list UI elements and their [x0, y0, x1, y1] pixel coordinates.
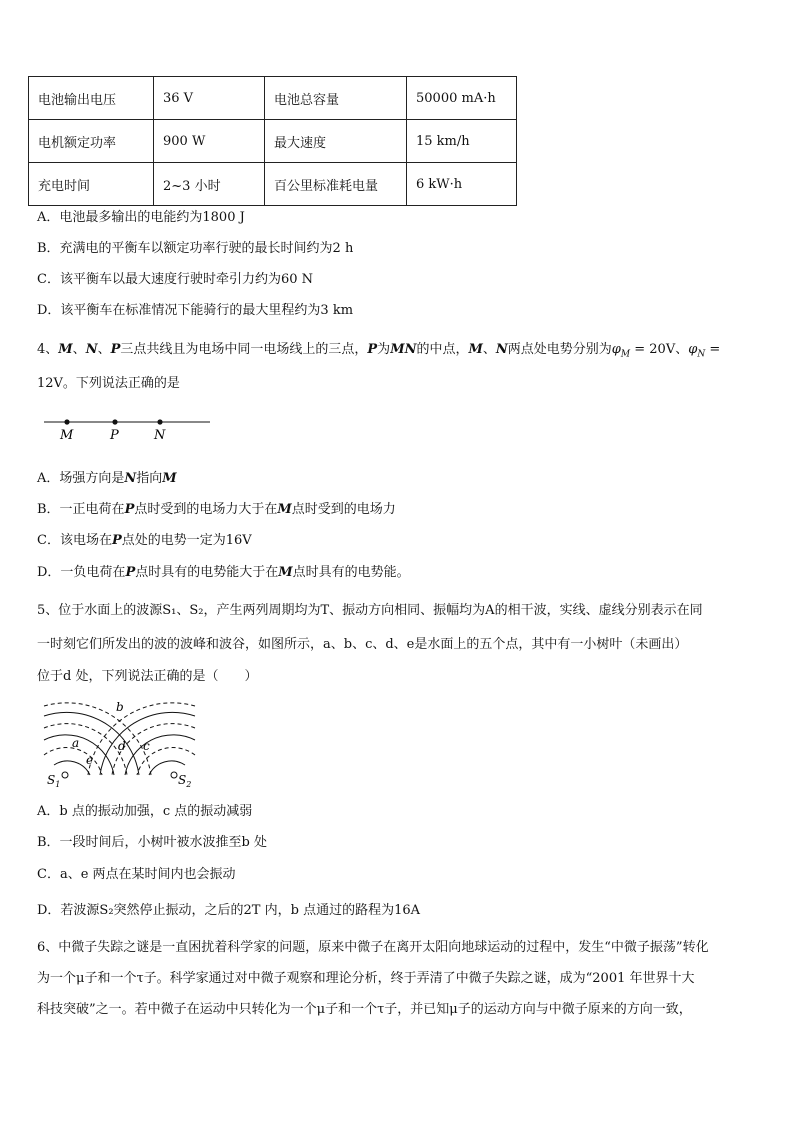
table-cell: 6 kW·h — [407, 163, 517, 206]
source-s2 — [171, 772, 177, 778]
label-e: e — [86, 753, 94, 767]
q5-option-a: A．b 点的振动加强，c 点的振动减弱 — [37, 804, 253, 819]
table-cell: 最大速度 — [265, 120, 407, 163]
label-m: M — [60, 428, 74, 443]
table-row — [29, 120, 517, 163]
table-cell: 电池总容量 — [265, 77, 407, 120]
q4-option-c: C．该电场在P点处的电势一定为16V — [37, 533, 252, 548]
q3-option-a: A．电池最多输出的电能约为1800 J — [37, 210, 245, 225]
q4-option-a: A．场强方向是N指向M — [37, 471, 177, 486]
q5-option-d: D．若波源S₂突然停止振动，之后的2T 内，b 点通过的路程为16A — [37, 903, 420, 918]
q5-stem-line3: 位于d 处，下列说法正确的是（ ） — [37, 669, 258, 684]
point-m-dot — [64, 419, 69, 424]
table-cell: 15 km/h — [407, 120, 517, 163]
s1-crest-inner — [54, 761, 90, 775]
label-d: d — [118, 739, 126, 753]
q4-option-d: D．一负电荷在P点时具有的电势能大于在M点时具有的电势能。 — [37, 565, 410, 580]
s1-trough-mid — [44, 724, 127, 775]
q4-stem-line2: 12V。下列说法正确的是 — [37, 376, 180, 391]
point-p-dot — [112, 419, 117, 424]
q3-option-d: D．该平衡车在标准情况下能骑行的最大里程约为3 km — [37, 303, 354, 318]
q6-stem-line3: 科技突破”之一。若中微子在运动中只转化为一个μ子和一个τ子，并已知μ子的运动方向与中微子原来的方向一致， — [37, 1002, 692, 1017]
s1-trough-outer — [44, 703, 151, 775]
table-cell: 2~3 小时 — [154, 163, 265, 206]
battery-spec-table — [28, 76, 517, 206]
label-c: c — [143, 739, 150, 753]
q5-stem-line1: 5、位于水面上的波源S₁、S₂，产生两列周期均为T、振动方向相同、振幅均为A的相干波，实线、虚线分别表示在同 — [37, 603, 703, 618]
table-cell: 50000 mA·h — [407, 77, 517, 120]
label-a: a — [72, 736, 80, 750]
q5-wave-interference-figure — [42, 700, 197, 792]
table-cell: 900 W — [154, 120, 265, 163]
q3-option-b: B．充满电的平衡车以额定功率行驶的最长时间约为2 h — [37, 241, 354, 256]
table-cell: 电机额定功率 — [29, 120, 154, 163]
label-b: b — [116, 700, 124, 714]
point-n-dot — [157, 419, 162, 424]
q4-stem-line1: 4、M、N、P三点共线且为电场中同一电场线上的三点，P为MN的中点，M、N两点处电势分别为$\varphi_M = 20V$、$\varphi_N$ = — [37, 342, 721, 360]
s2-crest-mid — [125, 735, 195, 775]
label-s2: $S_2$ — [178, 773, 192, 789]
source-s1 — [62, 772, 68, 778]
table-cell: 电池输出电压 — [29, 77, 154, 120]
s2-trough-outer — [88, 703, 195, 775]
table-row — [29, 163, 517, 206]
q3-option-c: C．该平衡车以最大速度行驶时牵引力约为60 N — [37, 272, 313, 287]
q6-stem-line2: 为一个μ子和一个τ子。科学家通过对中微子观察和理论分析，终于弄清了中微子失踪之谜，成为“2001 年世界十大 — [37, 971, 695, 986]
table-cell: 36 V — [154, 77, 265, 120]
label-s1: $S_1$ — [47, 773, 61, 789]
q5-stem-line2: 一时刻它们所发出的波的波峰和波谷，如图所示，a、b、c、d、e是水面上的五个点，其中有一小树叶（未画出） — [37, 637, 688, 652]
label-n: N — [154, 428, 166, 443]
q6-stem-line1: 6、中微子失踪之谜是一直困扰着科学家的问题，原来中微子在离开太阳向地球运动的过程中，发生“中微子振荡”转化 — [37, 940, 709, 955]
label-p: P — [110, 428, 119, 443]
table-cell: 充电时间 — [29, 163, 154, 206]
q4-option-b: B．一正电荷在P点时受到的电场力大于在M点时受到的电场力 — [37, 502, 396, 517]
table-cell: 百公里标准耗电量 — [265, 163, 407, 206]
table-row — [29, 77, 517, 120]
q5-option-b: B．一段时间后，小树叶被水波推至b 处 — [37, 835, 268, 850]
q4-field-line-figure — [40, 412, 215, 444]
q5-option-c: C．a、e 两点在某时间内也会振动 — [37, 867, 236, 882]
